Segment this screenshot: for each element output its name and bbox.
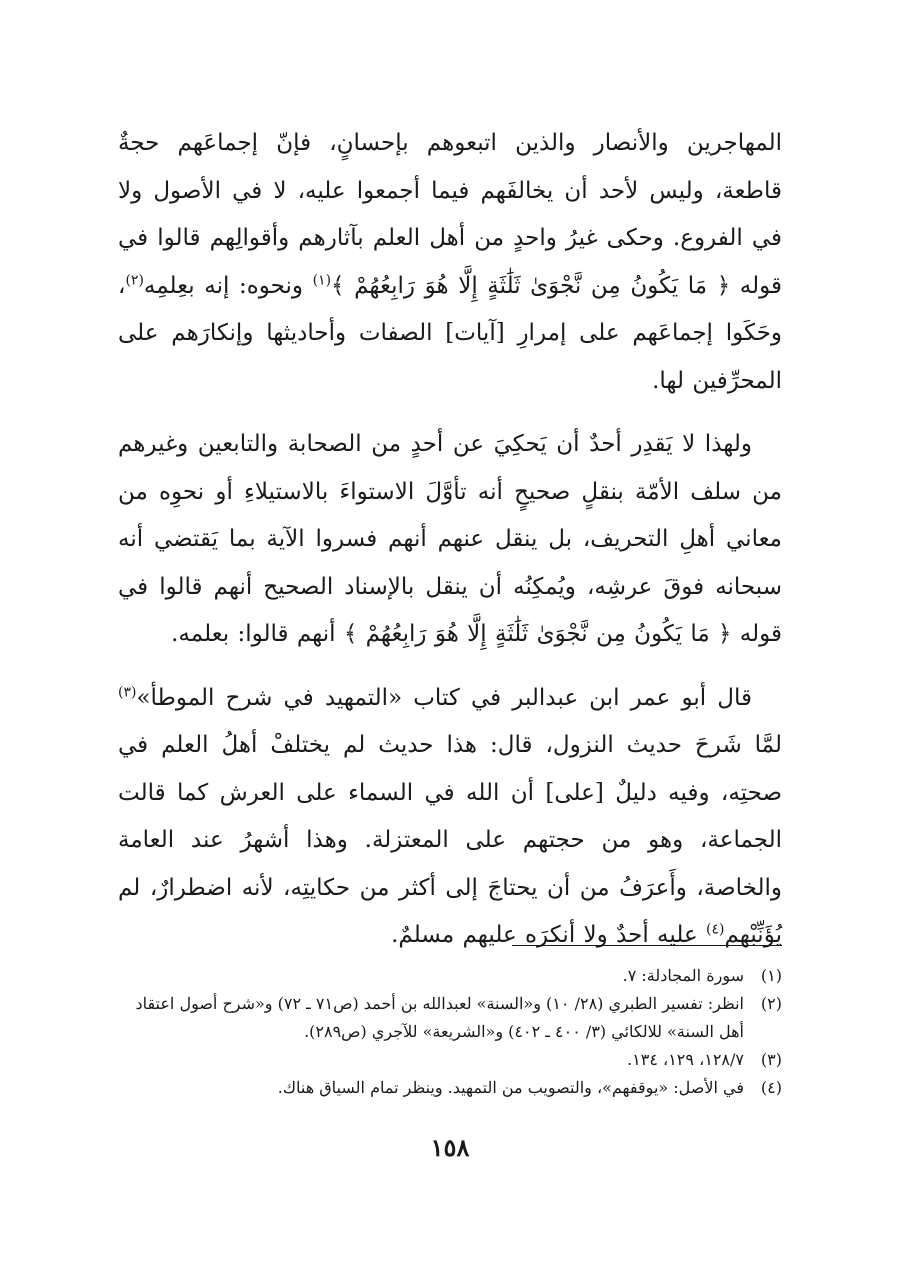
paragraph-3-text: قال أبو عمر ابن عبدالبر في كتاب «التمهيد في شرح الموطأ»: [136, 684, 752, 711]
footnotes-section: [118, 962, 782, 1102]
paragraph-2: [118, 421, 782, 659]
paragraph-3-ending: عليه أحدٌ ولا أنكرَه عليهم مسلمٌ.: [391, 922, 706, 948]
footnote-1: [118, 962, 782, 990]
footnote-3-text: ١٢٨/٧، ١٢٩، ١٣٤.: [627, 1050, 744, 1069]
footnote-1-text: سورة المجادلة: ٧.: [622, 966, 744, 985]
footnote-1-number: (١): [760, 966, 782, 985]
footnote-2-number: (٢): [760, 994, 782, 1013]
paragraph-1-ending: ، وحَكَوا إجماعَهم على إمرارِ [آيات] الصفات وأحاديثها وإنكارَهم على المحرِّفين لها.: [118, 272, 782, 394]
paragraph-1-continuation: ونحوه: إنه بعِلمِه: [143, 272, 313, 299]
footnote-4: [118, 1074, 782, 1102]
main-text: [118, 120, 782, 960]
paragraph-2-text: ولهذا لا يَقدِر أحدٌ أن يَحكِيَ عن أحدٍ من الصحابة والتابعين وغيرهم من سلف الأمّة بنقلٍ صحيحٍ أنه تأوَّلَ الاستواءَ بالاستيلاءِ أو نحوِه من معاني أهلِ التحريف، بل ينقل عنهم أنهم فسروا الآية بما يَقتضي أنه سبحانه فوقَ عرشِه، ويُمكِنُه أن ينقل بالإسناد الصحيح أنهم قالوا في قوله ﴿ مَا يَكُونُ مِن نَّجْوَىٰ ثَلَٰثَةٍ إِلَّا هُوَ رَابِعُهُمْ ﴾ أنهم قالوا: بعلمه.: [118, 431, 782, 647]
paragraph-1-text: المهاجرين والأنصار والذين اتبعوهم بإحسانٍ، فإنّ إجماعَهم حجةٌ قاطعة، وليس لأحد أن يخالفَهم فيما أجمعوا عليه، لا في الأصول ولا في الفروع. وحكى غيرُ واحدٍ من أهل العلم بآثارهم وأقوالِهم قالوا في قوله ﴿ مَا يَكُونُ مِن نَّجْوَىٰ ثَلَٰثَةٍ إِلَّا هُوَ رَابِعُهُمْ ﴾: [118, 130, 782, 299]
footnote-ref-4: (٤): [705, 921, 725, 938]
footnote-4-number: (٤): [760, 1078, 782, 1097]
footnote-2-text: انظر: تفسير الطبري (٢٨/ ١٠) و«السنة» لعبدالله بن أحمد (ص٧١ ـ ٧٢) و«شرح أصول اعتقاد أهل السنة» للالكائي (٣/ ٤٠٠ ـ ٤٠٢) و«الشريعة» للآجري (ص٢٨٩).: [135, 994, 744, 1041]
footnote-ref-1: (١): [312, 271, 332, 288]
footnote-2: [118, 990, 782, 1046]
paragraph-3: [118, 675, 782, 960]
footnote-ref-3: (٣): [118, 683, 137, 700]
footnote-divider: [512, 945, 782, 946]
footnote-3: [118, 1046, 782, 1074]
footnote-4-text: في الأصل: «يوقفهم»، والتصويب من التمهيد. وينظر تمام السياق هناك.: [277, 1078, 744, 1097]
footnote-ref-2: (٢): [125, 271, 144, 288]
page-number: ١٥٨: [430, 1133, 470, 1162]
paragraph-3-continuation: لمَّا شَرحَ حديث النزول، قال: هذا حديث لم يختلفْ أهلُ العلم في صحتِه، وفيه دليلٌ [على] أن الله في السماء على العرش كما قالت الجماعة، وهو من حجتهم على المعتزلة. وهذا أشهرُ عند العامة والخاصة، وأَعرَفُ من أن يحتاجَ إلى أكثر من حكايتِه، لأنه اضطرارٌ، لم يُؤَنِّبْهم: [118, 732, 782, 948]
footnote-3-number: (٣): [760, 1050, 782, 1069]
paragraph-1: [118, 120, 782, 405]
